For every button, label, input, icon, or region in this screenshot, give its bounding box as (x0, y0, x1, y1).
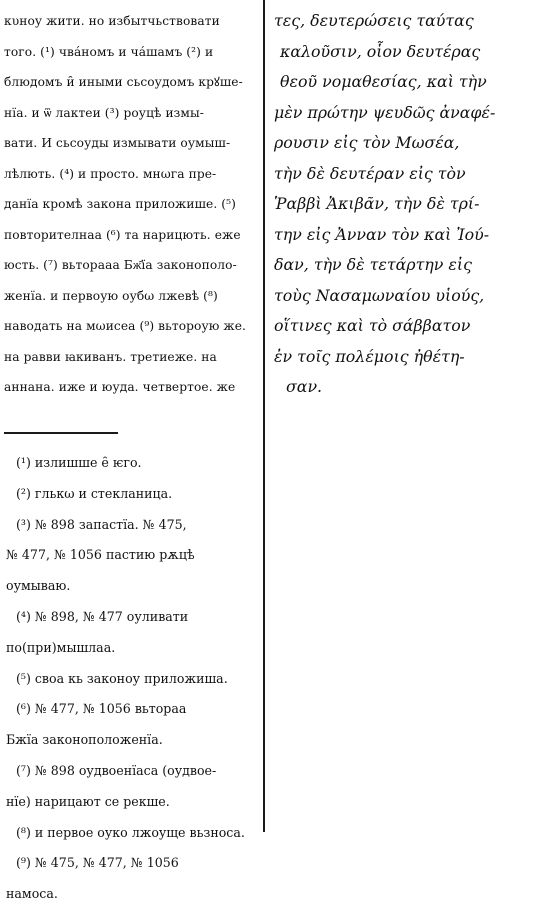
greek-line: δαν, τὴν δὲ τετάρτην εἰς (274, 255, 472, 274)
greek-line: τὴν δὲ δευτέραν εἰς τὸν (274, 163, 466, 183)
slavonic-line: повторителнаа (⁶) та нарицють. еже (4, 227, 241, 242)
greek-line: θεοῦ νομαθεσίας, καὶ τὴν (280, 72, 487, 91)
slavonic-line: лѣлють. (⁴) и просто. мнωга пре- (4, 166, 217, 181)
slavonic-line: аннана. иже и юуда. четвертое. же (4, 380, 236, 394)
slavonic-line: данїа кромѣ закона приложише. (⁵) (4, 197, 236, 211)
footnote-line: Бжїа законоположенїа. (6, 732, 163, 748)
greek-line: ἐν τοῖς πολέμοις ἠθέτη- (274, 346, 465, 366)
greek-line: την εἰς Ἀνναν τὸν καὶ Ἰού- (274, 224, 490, 244)
greek-line: Ῥαββὶ Ἀκιβᾶν, τὴν δὲ τρί- (274, 194, 480, 213)
slavonic-line: вати. И сьсоуды измывати оумыш- (4, 136, 231, 150)
footnote-line: (⁵) своа кь законоу приложиша. (16, 670, 228, 686)
slavonic-line: того. (¹) чвáномъ и чáшамъ (²) и (4, 44, 214, 59)
footnote-separator (4, 432, 118, 434)
slavonic-line: кυнοу жити. но избытчьствовати (4, 14, 220, 28)
slavonic-line: юсть. (⁷) вьторааа Бж҃їа законополо- (4, 258, 237, 272)
slavonic-line: блюдомъ и̑ иными сьсоудомъ крꙋше- (4, 75, 243, 89)
footnote-line: (³) № 898 запастїа. № 475, (16, 516, 187, 532)
greek-line: σαν. (286, 377, 323, 396)
greek-line: καλοῦσιν, οἷον δευτέρας (280, 41, 481, 61)
footnote-line: нїе) нарицают се рекше. (6, 793, 170, 809)
greek-line: τες, δευτερώσεις ταύτας (274, 11, 474, 30)
column-divider (263, 0, 265, 832)
greek-line: τοὺς Νασαμωναίου υἱούς, (274, 285, 485, 305)
footnote-line: по(при)мышлаа. (6, 639, 116, 655)
footnote-line: № 477, № 1056 пастию рѫцѣ (6, 547, 195, 563)
greek-column (274, 6, 530, 403)
footnote-line: (⁸) и первое оуко лжоуще вьзноса. (16, 824, 245, 840)
greek-line: μὲν πρώτην ψευδῶς ἀναφέ- (274, 102, 496, 122)
slavonic-line: на равви ꙗкиванъ. третиеже. на (4, 349, 217, 364)
slavonic-line: женїа. и первоую оубω лжевѣ (⁸) (4, 288, 218, 303)
footnote-line: (²) глькω и стекланица. (16, 485, 173, 501)
greek-line: οἵτινες καὶ τὸ σάββατον (274, 316, 471, 335)
footnote-line: оумываю. (6, 578, 71, 594)
footnotes-block (6, 448, 262, 910)
footnote-line: (⁷) № 898 оудвоенїаса (оудвое- (16, 762, 217, 778)
slavonic-line: наводать на мωисеа (⁹) вьтороую же. (4, 319, 247, 333)
greek-line: ρουσιν εἰς τὸν Μωσέα, (274, 133, 460, 152)
church-slavonic-column (4, 6, 260, 403)
footnote-line: (⁴) № 898, № 477 оуливати (16, 608, 189, 624)
slavonic-line: нїа. и ѿ лактеи (³) роуцѣ измы- (4, 105, 205, 120)
footnote-line: (⁹) № 475, № 477, № 1056 (16, 855, 179, 871)
footnote-line: (¹) излишше е̑ ѥго. (16, 455, 142, 470)
footnote-line: (⁶) № 477, № 1056 вьтораа (16, 701, 187, 717)
footnote-line: намоса. (6, 886, 58, 902)
